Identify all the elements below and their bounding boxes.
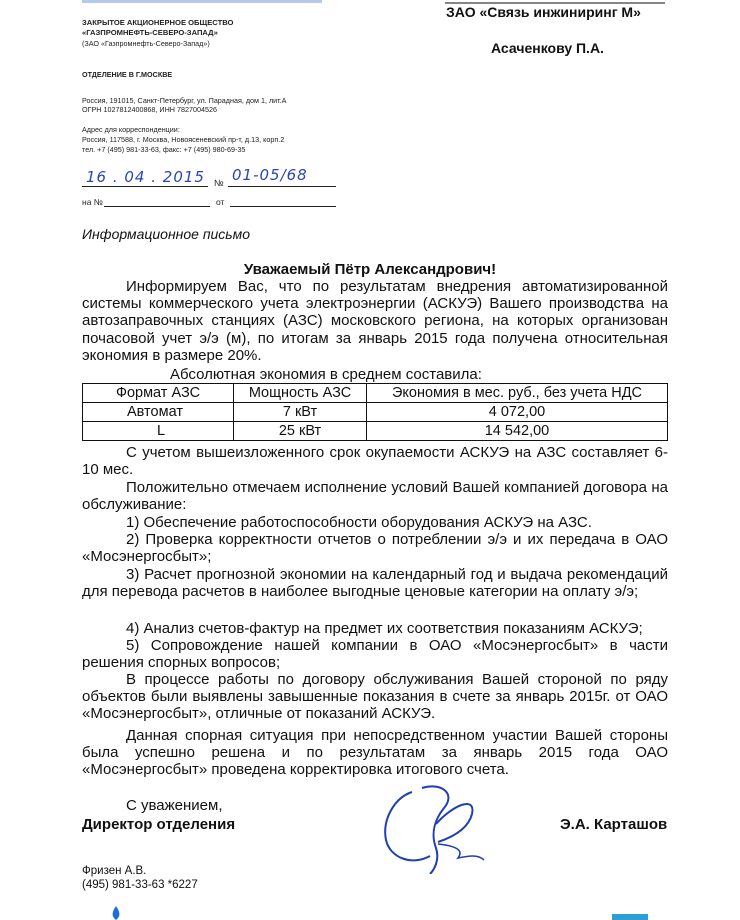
table-header: Экономия в мес. руб., без учета НДС [367,384,668,403]
list-item-4: 4) Анализ счетов-фактур на предмет их соответствия показаниям АСКУЭ; [126,620,643,637]
sender-corr-2: тел. +7 (495) 981-33-63, факс: +7 (495) 980-69-35 [82,145,246,154]
paragraph-3: Положительно отмечаем исполнение условий Вашей компанией договора на обслуживание: [82,479,668,514]
company-logo [106,906,126,920]
table-header-row [83,384,668,403]
recipient-person: Асаченкову П.А. [491,40,604,56]
recipient-company: ЗАО «Связь инжиниринг М» [446,4,641,20]
sender-department: ОТДЕЛЕНИЕ В Г.МОСКВЕ [82,70,173,79]
table-cell: 7 кВт [234,403,367,422]
table-cell: L [83,422,234,441]
signature-image [372,774,512,874]
table-header: Формат АЗС [83,384,234,403]
signer-title: Директор отделения [82,816,236,833]
executor-phone: (495) 981-33-63 *6227 [82,879,198,891]
list-item-3: 3) Расчет прогнозной экономии на календарный год и выдача рекомендаций для перевода расчетов в наиболее выгодные ценовые категории на оплату э/э; [82,566,668,601]
ot-label: от [216,197,225,207]
paragraph-2: С учетом вышеизложенного срок окупаемости АСКУЭ на АЗС составляет 6-10 мес. [82,444,668,479]
header-cut-strip [82,0,322,3]
na-underline [104,206,210,207]
na-label: на № [82,197,103,207]
sender-address-1: Россия, 191015, Санкт-Петербург, ул. Парадная, дом 1, лит.А [82,96,287,105]
table-header: Мощность АЗС [234,384,367,403]
paragraph-4: В процессе работы по договору обслуживания Вашей стороной по ряду объектов были выявлены завышенные показания в счете за январь 2015г. от ОАО «Мосэнергосбыт», отличные от показаний АСКУЭ. [82,671,668,723]
table-row [83,422,668,441]
list-item-5: 5) Сопровождение нашей компании в ОАО «Мосэнергосбыт» в части решения спорных вопросов; [82,637,668,672]
executor-name: Фризен А.В. [82,865,147,877]
table-cell: 25 кВт [234,422,367,441]
no-label: № [214,178,224,188]
letter-number: 01-05/68 [232,166,308,184]
ot-underline [230,206,336,207]
salutation: Уважаемый Пётр Александрович! [243,261,497,278]
closing: С уважением, [126,797,223,814]
sender-org-name: «ГАЗПРОМНЕФТЬ-СЕВЕРО-ЗАПАД» [82,28,218,37]
sender-corr-label: Адрес для корреспонденции: [82,125,180,134]
signer-name: Э.А. Карташов [560,816,668,833]
number-underline [228,186,336,187]
footer-mark [612,914,648,920]
sender-top-line: ЗАКРЫТОЕ АКЦИОНЕРНОЕ ОБЩЕСТВО [82,18,234,27]
list-item-1: 1) Обеспечение работоспособности оборудования АСКУЭ на АЗС. [126,514,592,531]
table-cell: 14 542,00 [367,422,668,441]
table-caption: Абсолютная экономия в среднем составила: [170,366,482,383]
table-cell: 4 072,00 [367,403,668,422]
sender-corr-1: Россия, 117588, г. Москва, Новоясеневский пр-т, д.13, корп.2 [82,135,285,144]
paragraph-1: Информируем Вас, что по результатам внедрения автоматизированной системы коммерческого учета электроэнергии (АСКУЭ) Вашего производства на автозаправочных станциях (АЗС) московского региона, на которых организован почасовой учет э/э (м), по итогам за январь 2015 года получена относительная экономия в размере 20%. [82,278,668,364]
paragraph-5: Данная спорная ситуация при непосредственном участии Вашей стороны была успешно решена и по результатам за январь 2015 года ОАО «Мосэнергосбыт» проведена корректировка итогового счета. [82,727,668,779]
date-underline [82,186,208,187]
sender-org-short: (ЗАО «Газпромнефть-Северо-Запад») [82,39,210,48]
doc-type: Информационное письмо [82,226,251,242]
table-cell: Автомат [83,403,234,422]
economy-table [82,383,668,441]
table-row [83,403,668,422]
letter-date: 16 . 04 . 2015 [86,168,205,186]
list-item-2: 2) Проверка корректности отчетов о потреблении э/э и их передача в ОАО «Мосэнергосбыт»; [82,531,668,566]
sender-address-2: ОГРН 1027812400868, ИНН 7827004526 [82,105,217,114]
